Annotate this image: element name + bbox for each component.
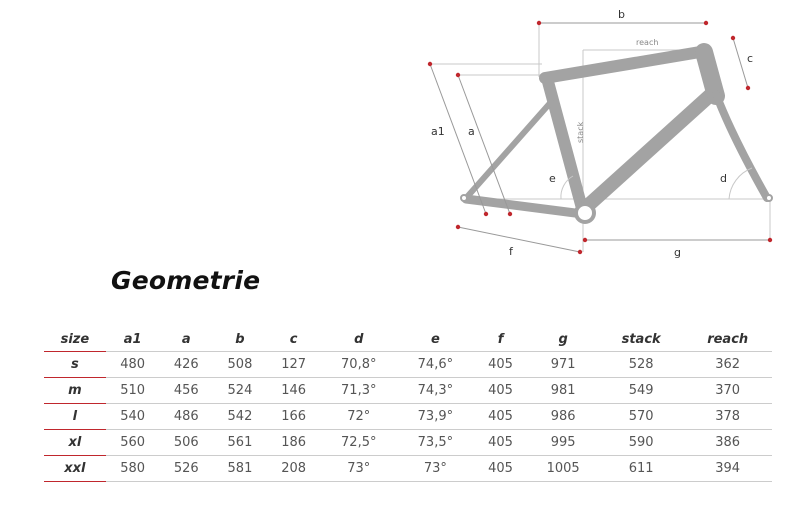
- rear-dropout: [461, 195, 467, 201]
- table-cell: 528: [599, 352, 683, 378]
- label-f: f: [509, 245, 513, 258]
- size-cell: l: [44, 404, 106, 430]
- table-cell: 405: [474, 456, 528, 482]
- table-cell: 456: [159, 378, 213, 404]
- page-title: Geometrie: [111, 266, 261, 295]
- table-cell: 561: [213, 430, 267, 456]
- table-row: [44, 404, 772, 430]
- down-tube: [583, 90, 716, 210]
- column-header-b: b: [213, 327, 267, 352]
- front-dropout: [766, 195, 772, 201]
- column-header-c: c: [267, 327, 321, 352]
- table-cell: 370: [683, 378, 772, 404]
- table-cell: 362: [683, 352, 772, 378]
- table-row: [44, 352, 772, 378]
- table-cell: 510: [106, 378, 160, 404]
- label-a: a: [468, 125, 475, 138]
- table-cell: 405: [474, 404, 528, 430]
- table-cell: 560: [106, 430, 160, 456]
- table-cell: 73°: [397, 456, 474, 482]
- table-cell: 426: [159, 352, 213, 378]
- column-header-a1: a1: [106, 327, 160, 352]
- size-cell: m: [44, 378, 106, 404]
- seat-tube: [547, 78, 583, 212]
- column-header-size: size: [44, 327, 106, 352]
- table-cell: 986: [527, 404, 599, 430]
- table-cell: 405: [474, 430, 528, 456]
- table-cell: 486: [159, 404, 213, 430]
- table-cell: 208: [267, 456, 321, 482]
- table-cell: 590: [599, 430, 683, 456]
- label-stack: stack: [576, 121, 585, 143]
- label-c: c: [747, 52, 754, 65]
- table-cell: 74,6°: [397, 352, 474, 378]
- table-cell: 581: [213, 456, 267, 482]
- column-header-d: d: [320, 327, 397, 352]
- top-tube: [545, 51, 706, 78]
- column-header-g: g: [527, 327, 599, 352]
- table-cell: 73,5°: [397, 430, 474, 456]
- seat-stay: [467, 102, 551, 197]
- size-cell: xl: [44, 430, 106, 456]
- table-cell: 508: [213, 352, 267, 378]
- dimension-endpoints: [428, 21, 772, 254]
- table-header-row: [44, 327, 772, 352]
- table-cell: 480: [106, 352, 160, 378]
- table-cell: 526: [159, 456, 213, 482]
- label-e: e: [549, 172, 556, 185]
- table-row: [44, 456, 772, 482]
- head-tube: [704, 52, 716, 96]
- guide-lines: [432, 25, 770, 252]
- bottom-bracket: [576, 204, 594, 222]
- label-d: d: [720, 172, 727, 185]
- size-cell: s: [44, 352, 106, 378]
- table-cell: 146: [267, 378, 321, 404]
- table-cell: 186: [267, 430, 321, 456]
- table-cell: 981: [527, 378, 599, 404]
- label-reach: reach: [636, 38, 659, 47]
- table-cell: 386: [683, 430, 772, 456]
- label-b: b: [618, 8, 625, 21]
- table-cell: 580: [106, 456, 160, 482]
- table-row: [44, 430, 772, 456]
- table-cell: 405: [474, 378, 528, 404]
- table-cell: 166: [267, 404, 321, 430]
- table-cell: 73,9°: [397, 404, 474, 430]
- column-header-a: a: [159, 327, 213, 352]
- table-cell: 127: [267, 352, 321, 378]
- table-cell: 524: [213, 378, 267, 404]
- table-row: [44, 378, 772, 404]
- table-cell: 73°: [320, 456, 397, 482]
- table-cell: 1005: [527, 456, 599, 482]
- geometry-table: [44, 327, 772, 482]
- column-header-reach: reach: [683, 327, 772, 352]
- table-cell: 542: [213, 404, 267, 430]
- table-cell: 71,3°: [320, 378, 397, 404]
- table-cell: 72°: [320, 404, 397, 430]
- dimension-lines: [430, 23, 770, 252]
- column-header-stack: stack: [599, 327, 683, 352]
- column-header-e: e: [397, 327, 474, 352]
- table-cell: 506: [159, 430, 213, 456]
- table-cell: 611: [599, 456, 683, 482]
- table-cell: 378: [683, 404, 772, 430]
- table-cell: 995: [527, 430, 599, 456]
- table-cell: 74,3°: [397, 378, 474, 404]
- table-cell: 549: [599, 378, 683, 404]
- size-cell: xxl: [44, 456, 106, 482]
- table-cell: 570: [599, 404, 683, 430]
- table-cell: 971: [527, 352, 599, 378]
- table-cell: 394: [683, 456, 772, 482]
- table-cell: 405: [474, 352, 528, 378]
- column-header-f: f: [474, 327, 528, 352]
- table-cell: 72,5°: [320, 430, 397, 456]
- label-a1: a1: [431, 125, 445, 138]
- table-cell: 70,8°: [320, 352, 397, 378]
- table-cell: 540: [106, 404, 160, 430]
- label-g: g: [674, 246, 681, 259]
